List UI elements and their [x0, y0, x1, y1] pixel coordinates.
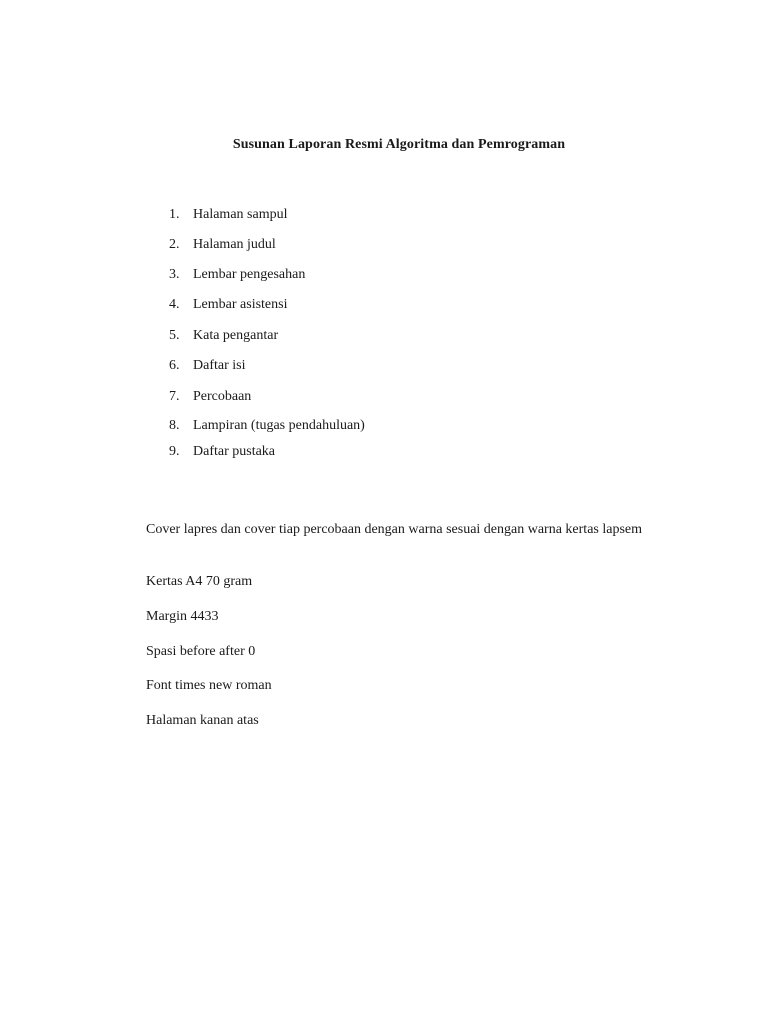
list-item	[160, 388, 560, 406]
note-spacing: Spasi before after 0	[146, 644, 256, 659]
list-item-number: 5.	[169, 328, 180, 343]
list-item-text: Lembar pengesahan	[193, 267, 306, 282]
note-margin: Margin 4433	[146, 609, 219, 624]
list-item-text: Lampiran (tugas pendahuluan)	[193, 418, 365, 433]
list-item-number: 9.	[169, 444, 180, 459]
list-item	[160, 327, 560, 345]
list-item	[160, 417, 560, 435]
list-item-number: 1.	[169, 207, 180, 222]
list-item	[160, 443, 560, 461]
list-item	[160, 357, 560, 375]
list-item-number: 3.	[169, 267, 180, 282]
list-item-number: 8.	[169, 418, 180, 433]
note-font: Font times new roman	[146, 678, 272, 693]
list-item-text: Percobaan	[193, 389, 252, 404]
list-item-text: Halaman judul	[193, 237, 276, 252]
list-item	[160, 266, 560, 284]
note-page-number: Halaman kanan atas	[146, 713, 259, 728]
note-paper: Kertas A4 70 gram	[146, 574, 253, 589]
list-item	[160, 296, 560, 314]
document-title: Susunan Laporan Resmi Algoritma dan Pemrograman	[232, 137, 566, 152]
list-item	[160, 206, 560, 224]
list-item-number: 4.	[169, 297, 180, 312]
list-item-number: 6.	[169, 358, 180, 373]
list-item-number: 7.	[169, 389, 180, 404]
list-item-number: 2.	[169, 237, 180, 252]
note-cover: Cover lapres dan cover tiap percobaan dengan warna sesuai dengan warna kertas lapsem	[146, 522, 643, 537]
list-item-text: Lembar asistensi	[193, 297, 288, 312]
list-item-text: Kata pengantar	[193, 328, 279, 343]
list-item-text: Daftar isi	[193, 358, 246, 373]
list-item-text: Daftar pustaka	[193, 444, 276, 459]
list-item-text: Halaman sampul	[193, 207, 288, 222]
list-item	[160, 236, 560, 254]
